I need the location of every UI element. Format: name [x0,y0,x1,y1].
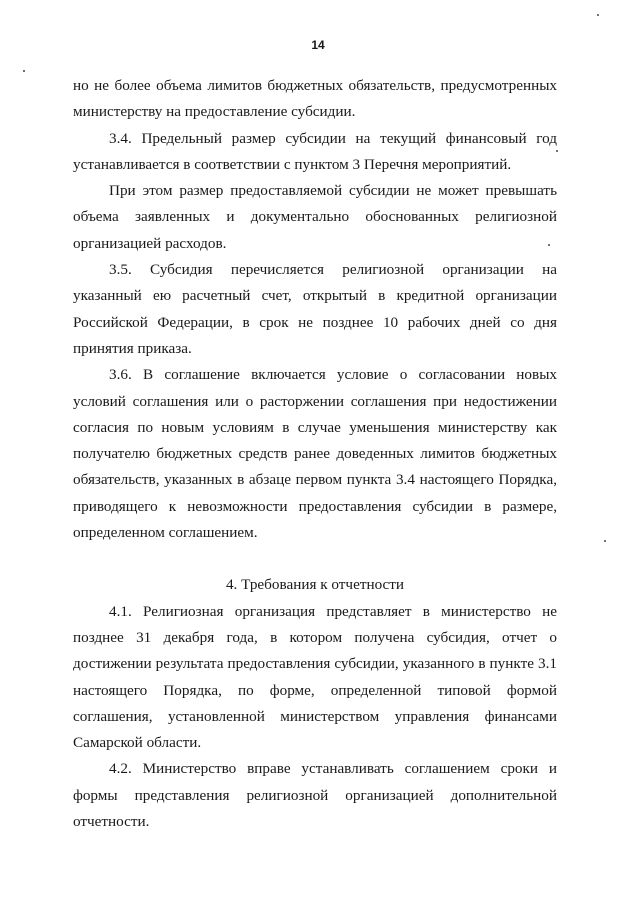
scan-speck [556,150,558,152]
scan-speck [604,540,606,542]
scan-speck [23,70,25,72]
paragraph-4-1: 4.1. Религиозная организация представляет в министерство не позднее 31 декабря года, в котором получена субсидия, отчет о достижении результата предоставления субсидии, указанного в пункте 3.1 настоящего Порядка, по форме, определенной типовой формой соглашения, установленной министерством управления финансами Самарской области. [73,602,557,752]
paragraph-continuation: но не более объема лимитов бюджетных обязательств, предусмотренных министерству на предоставление субсидии. [73,77,557,121]
scan-speck [548,244,550,246]
section-heading: 4. Требования к отчетности [225,576,405,594]
paragraph-3-4: 3.4. Предельный размер субсидии на текущий финансовый год устанавливается в соответствии с пунктом 3 Перечня мероприятий. [73,129,557,173]
paragraph-4-2: 4.2. Министерство вправе устанавливать соглашением сроки и формы представления религиозной организацией дополнительной отчетности. [73,760,557,831]
document-body [73,73,557,835]
section-spacer [73,546,557,572]
page-number: 14 [311,38,325,52]
paragraph-3-4-limit: При этом размер предоставляемой субсидии не может превышать объема заявленных и документально обоснованных религиозной организацией расходов. [73,182,557,252]
paragraph-3-6: 3.6. В соглашение включается условие о согласовании новых условий соглашения или о расторжении соглашения при недостижении согласия по новым условиям в случае уменьшения министерству как получателю бюджетных средств ранее доведенных лимитов бюджетных обязательств, указанных в абзаце первом пункта 3.4 настоящего Порядка, приводящего к невозможности предоставления субсидии в размере, определенном соглашением. [73,366,557,542]
scan-speck [597,14,599,16]
paragraph-3-5: 3.5. Субсидия перечисляется религиозной организации на указанный ею расчетный счет, открытый в кредитной организации Российской Федерации, в срок не позднее 10 рабочих дней со дня принятия приказа. [73,261,557,357]
